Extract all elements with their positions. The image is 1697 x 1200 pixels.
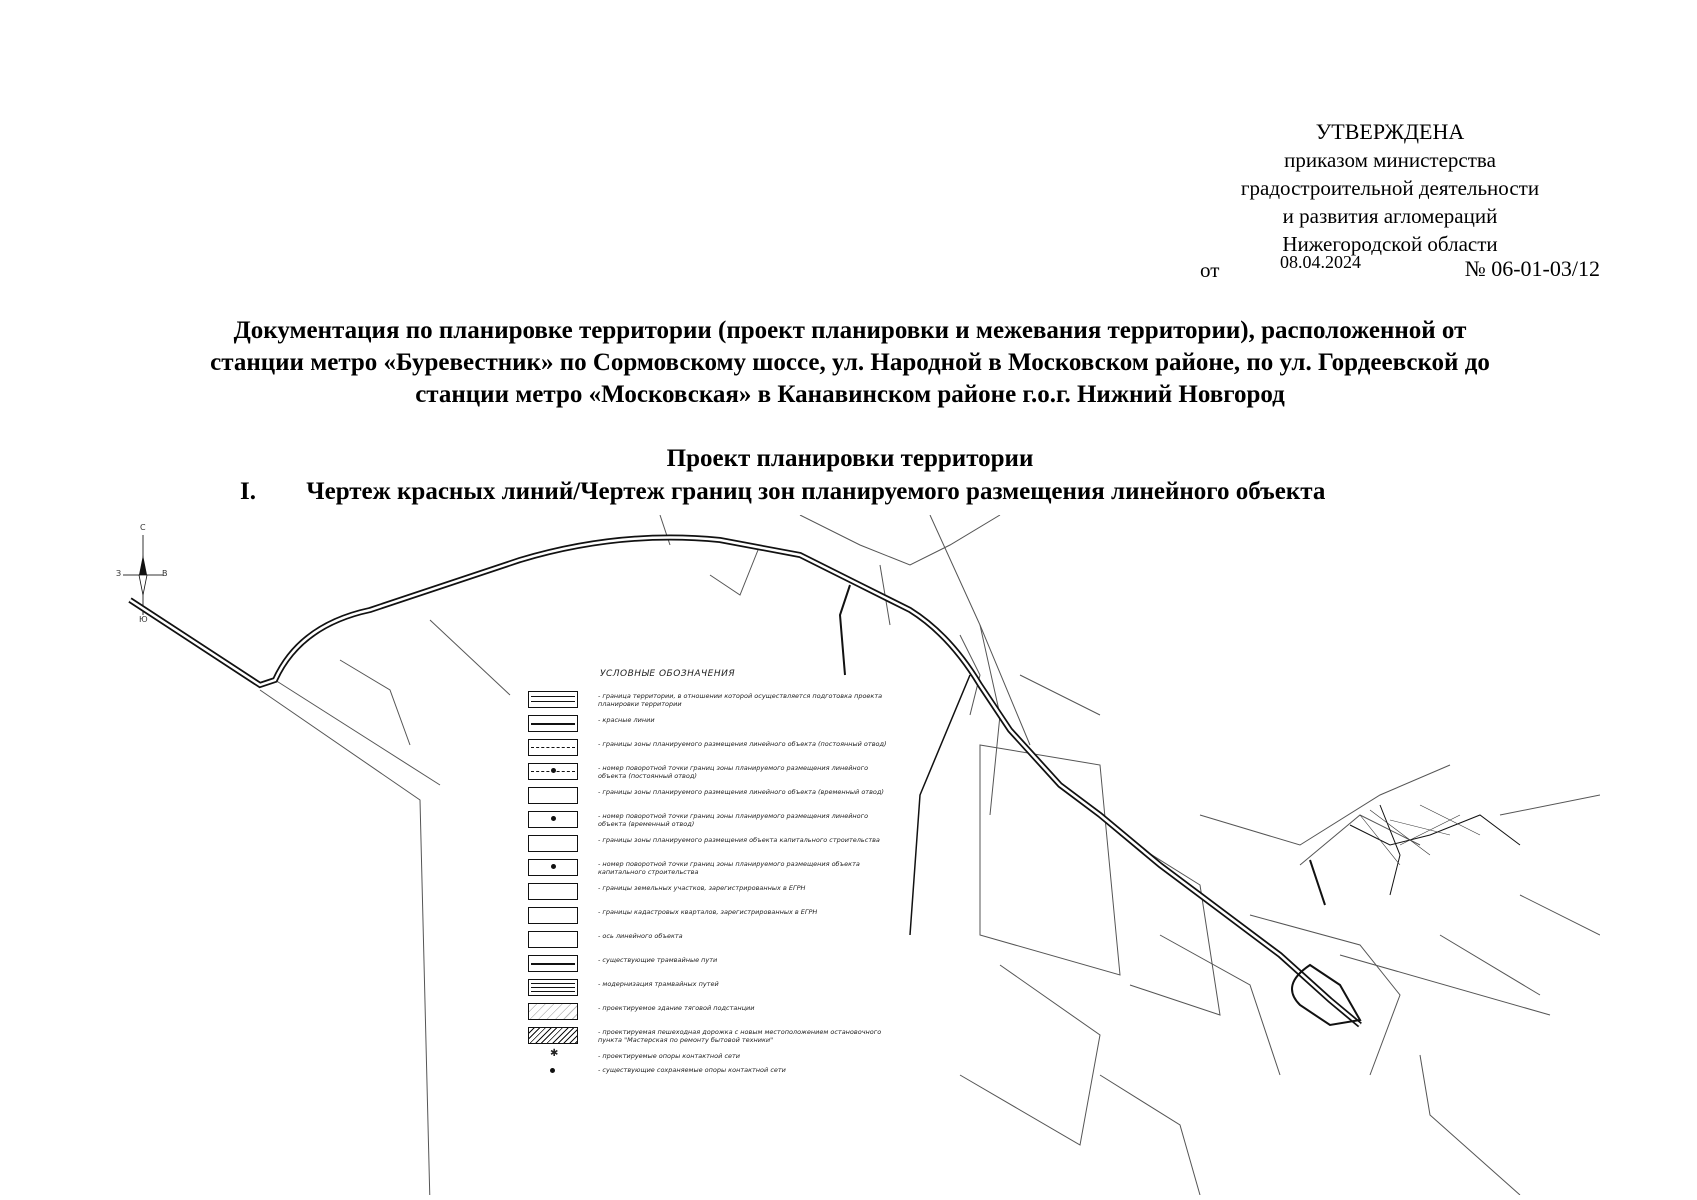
legend-text: - номер поворотной точки границ зоны планируемого размещения объекта капитального строительства [598,860,860,876]
legend-text: - граница территории, в отношении которой осуществляется подготовка проекта планировки территории [598,692,883,708]
parcel-outline [800,515,1000,565]
legend-item [528,811,898,835]
parcel-outline [710,545,760,595]
legend-item [528,1003,898,1027]
parcel-outline [1020,675,1100,715]
legend-text: - границы зоны планируемого размещения линейного объекта (постоянный отвод) [598,740,887,748]
legend-item [528,907,898,931]
legend-symbol: ✱ [528,1051,578,1068]
legend-text: - ось линейного объекта [598,932,683,940]
legend-item [528,739,898,763]
parcel-outline [340,660,410,745]
legend-symbol [528,859,578,876]
legend-text: - существующие трамвайные пути [598,956,718,964]
parcel-outline [1300,815,1420,865]
legend-item [528,1027,898,1051]
map-legend [528,669,898,1079]
document-title-line: Документация по планировке территории (проект планировки и межевания территории), расположенной от [233,317,1467,344]
parcel-outline [1160,935,1280,1075]
approval-line: Нижегородской области [1282,232,1498,256]
approval-title: УТВЕРЖДЕНА [1315,119,1465,144]
parcel-outline [1340,955,1550,1015]
approval-date-row [1200,252,1600,282]
approval-number: № 06-01-03/12 [1464,256,1600,281]
legend-item [528,859,898,883]
legend-title: УСЛОВНЫЕ ОБОЗНАЧЕНИЯ [600,669,736,679]
parcel-outline [1440,935,1540,995]
legend-text: - красные линии [598,716,655,724]
parcel-outline [1420,1055,1520,1195]
document-title-line: станции метро «Московская» в Канавинском районе г.о.г. Нижний Новгород [415,381,1285,408]
legend-item [528,1048,898,1065]
parcel-outline [1200,765,1450,845]
legend-text: - границы зоны планируемого размещения объекта капитального строительства [598,836,880,844]
compass-north: С [140,523,146,532]
parcel-outline [275,680,440,785]
legend-item [528,763,898,787]
legend-symbol [528,979,578,996]
legend-symbol [528,931,578,948]
document-title-line: станции метро «Буревестник» по Сормовскому шоссе, ул. Народной в Московском районе, по ул. Гордеевской до [210,349,1490,376]
compass-west: З [116,569,122,578]
compass-east: В [162,569,168,578]
legend-text: - номер поворотной точки границ зоны планируемого размещения линейного объекта (временный отвод) [598,812,869,828]
tram-junction [1380,805,1400,895]
legend-text: - границы зоны планируемого размещения линейного объекта (временный отвод) [598,788,884,796]
section-title: Проект планировки территории [666,445,1034,472]
legend-item [528,931,898,955]
legend-symbol [528,1065,578,1082]
approval-line: приказом министерства [1284,148,1496,172]
legend-symbol [528,835,578,852]
tram-junction [1350,815,1520,845]
side-road [840,585,850,675]
side-road [910,675,970,935]
section-numeral: I. [240,478,256,505]
legend-text: - проектируемое здание тяговой подстанции [598,1004,755,1012]
section-subtitle-text: Чертеж красных линий/Чертеж границ зон планируемого размещения линейного объекта [306,478,1326,505]
legend-symbol [528,811,578,828]
parcel-outline [930,515,1030,745]
approval-line: градостроительной деятельности [1240,176,1540,200]
legend-text: - номер поворотной точки границ зоны планируемого размещения линейного объекта (постоянный отвод) [598,764,869,780]
parcel-outline [430,620,510,695]
legend-item [528,883,898,907]
parcel-outline [1100,1075,1200,1195]
parcel-outline [980,625,1000,815]
legend-item [528,691,898,715]
legend-text: - границы кадастровых кварталов, зарегистрированных в ЕГРН [598,908,818,916]
legend-item [528,835,898,859]
legend-item [528,979,898,1003]
parcel-outline [260,690,430,1195]
legend-item [528,955,898,979]
legend-item [528,1065,898,1079]
tram-junction [1310,860,1325,905]
legend-symbol [528,763,578,780]
legend-item [528,715,898,739]
approval-stamp [1180,118,1600,258]
legend-symbol [528,1003,578,1020]
parcel-outline [980,745,1120,975]
document-title [100,315,1600,411]
legend-symbol [528,787,578,804]
compass-south: Ю [139,615,148,624]
legend-text: - границы земельных участков, зарегистрированных в ЕГРН [598,884,806,892]
parcel-outline [960,965,1100,1145]
parcel-outline [1520,895,1600,935]
legend-text: - существующие сохраняемые опоры контактной сети [598,1066,786,1074]
legend-symbol [528,907,578,924]
approval-line: и развития агломераций [1282,204,1498,228]
legend-text: - модернизация трамвайных путей [598,980,719,988]
legend-symbol [528,883,578,900]
legend-text: - проектируемые опоры контактной сети [598,1052,741,1060]
legend-text: - проектируемая пешеходная дорожка с новым местоположением остановочного пункта "Мастерская по ремонту бытовой техники" [598,1028,882,1044]
approval-from-label: от [1200,258,1220,282]
legend-symbol [528,955,578,972]
parcel-outline [1500,795,1600,815]
section-subtitle [240,478,1325,506]
approval-date: 08.04.2024 [1280,252,1361,272]
legend-symbol [528,715,578,732]
legend-item [528,787,898,811]
legend-symbol [528,739,578,756]
parcel-outline [1120,835,1220,1015]
legend-symbol [528,1027,578,1044]
legend-symbol [528,691,578,708]
